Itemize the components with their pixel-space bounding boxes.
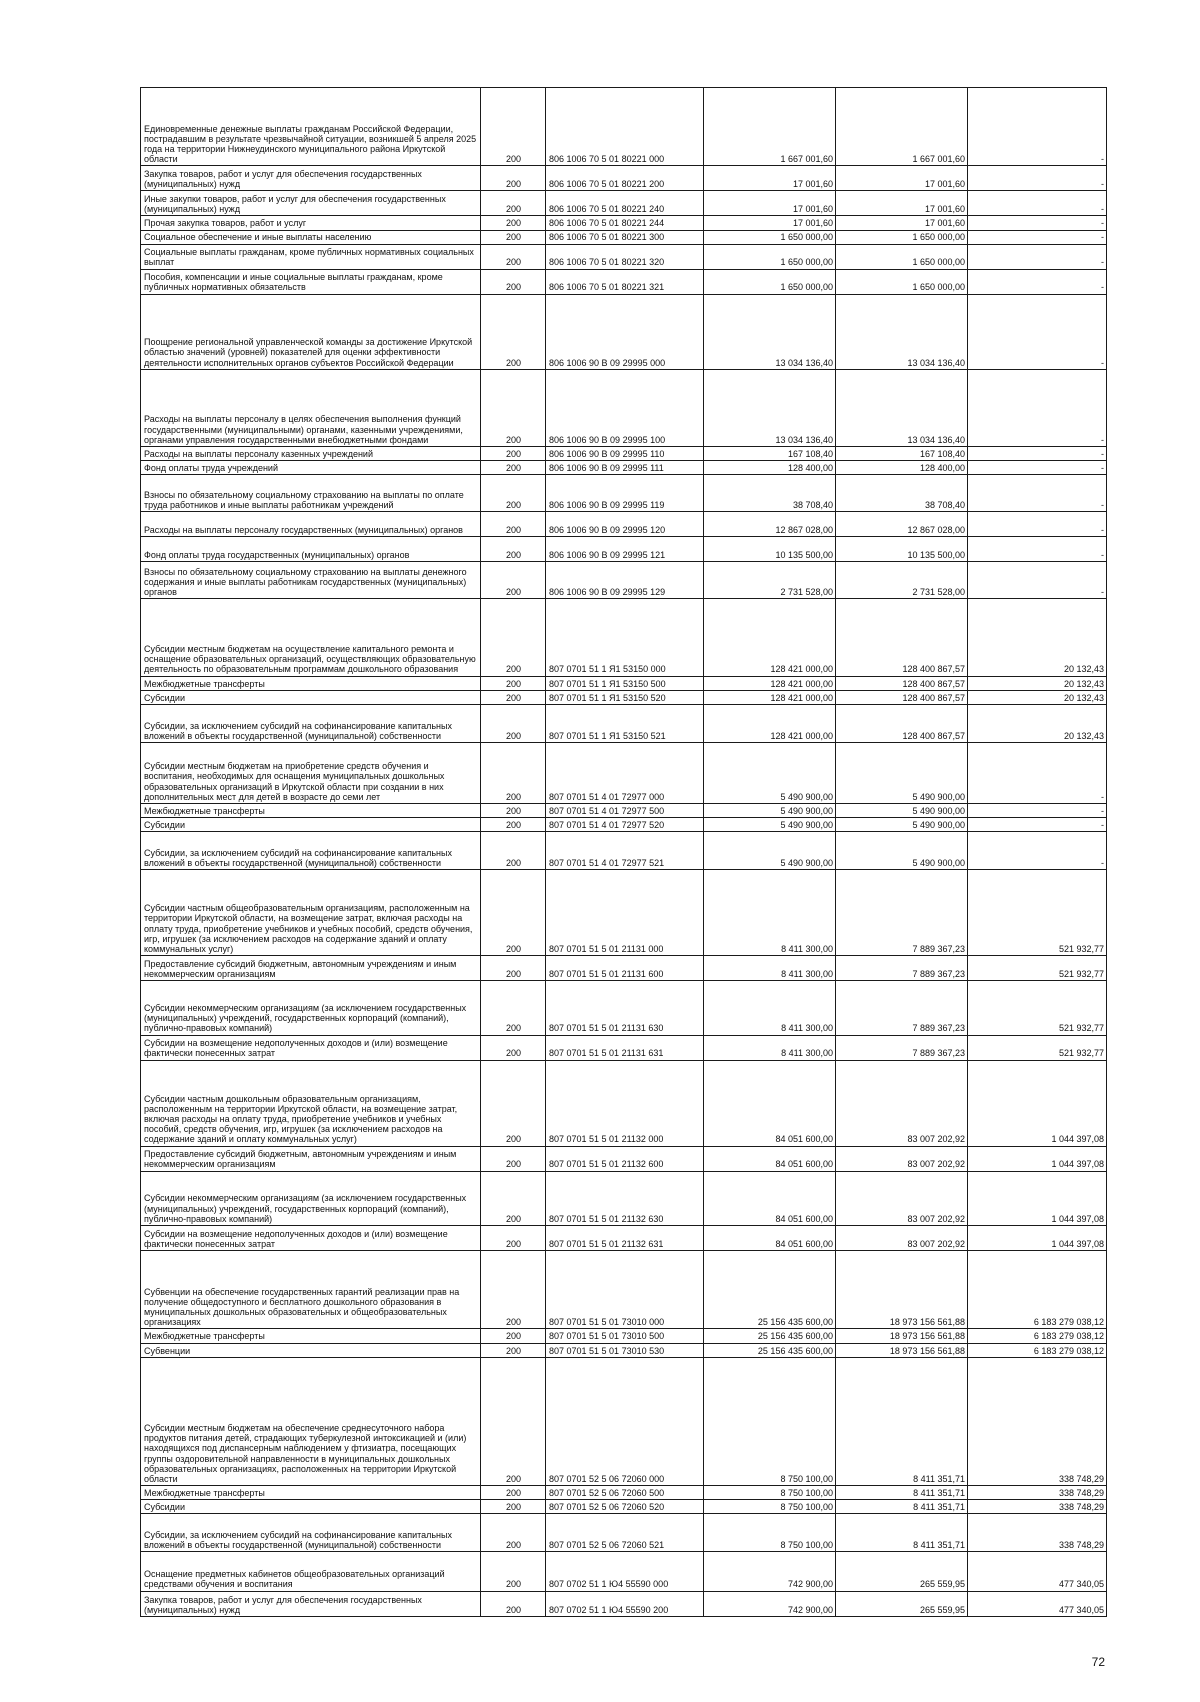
row-admin-code: 200 [481, 981, 546, 1035]
table-row [141, 244, 1107, 269]
row-executed-amount: 5 490 900,00 [836, 742, 968, 803]
row-budget-code: 806 1006 70 5 01 80221 321 [546, 269, 704, 294]
row-name: Фонд оплаты труда учреждений [141, 461, 481, 475]
row-admin-code: 200 [481, 294, 546, 369]
row-remaining-amount: 338 748,29 [968, 1357, 1107, 1485]
row-admin-code: 200 [481, 1146, 546, 1171]
row-remaining-amount: 521 932,77 [968, 870, 1107, 956]
row-name: Расходы на выплаты персоналу казенных учреждений [141, 447, 481, 461]
row-name: Закупка товаров, работ и услуг для обеспечения государственных (муниципальных) нужд [141, 166, 481, 191]
row-remaining-amount: - [968, 369, 1107, 446]
row-planned-amount: 128 421 000,00 [704, 599, 836, 676]
row-remaining-amount: 477 340,05 [968, 1552, 1107, 1591]
row-name: Межбюджетные трансферты [141, 1486, 481, 1500]
budget-table-container [140, 87, 1105, 1617]
row-name: Предоставление субсидий бюджетным, автономным учреждениям и иным некоммерческим организациям [141, 1146, 481, 1171]
row-name: Закупка товаров, работ и услуг для обеспечения государственных (муниципальных) нужд [141, 1591, 481, 1616]
row-planned-amount: 8 411 300,00 [704, 956, 836, 981]
row-executed-amount: 128 400 867,57 [836, 676, 968, 690]
row-admin-code: 200 [481, 1171, 546, 1225]
row-name: Субсидии на возмещение недополученных доходов и (или) возмещение фактически понесенных затрат [141, 1226, 481, 1251]
table-row [141, 1060, 1107, 1146]
row-remaining-amount: - [968, 537, 1107, 562]
row-executed-amount: 1 650 000,00 [836, 244, 968, 269]
row-budget-code: 806 1006 70 5 01 80221 000 [546, 88, 704, 166]
table-row [141, 216, 1107, 230]
row-name: Социальные выплаты гражданам, кроме публичных нормативных социальных выплат [141, 244, 481, 269]
row-budget-code: 807 0701 51 5 01 73010 500 [546, 1329, 704, 1343]
row-admin-code: 200 [481, 537, 546, 562]
row-budget-code: 806 1006 90 В 09 29995 100 [546, 369, 704, 446]
table-row [141, 870, 1107, 956]
row-admin-code: 200 [481, 269, 546, 294]
row-executed-amount: 8 411 351,71 [836, 1486, 968, 1500]
row-executed-amount: 38 708,40 [836, 475, 968, 512]
row-name: Поощрение региональной управленческой команды за достижение Иркутской областью значений (уровней) показателей для оценки эффективности деятельности исполнительных органов субъектов Российской Федерации [141, 294, 481, 369]
row-admin-code: 200 [481, 1357, 546, 1485]
row-admin-code: 200 [481, 1251, 546, 1329]
row-remaining-amount: - [968, 447, 1107, 461]
row-admin-code: 200 [481, 1552, 546, 1591]
table-row [141, 1591, 1107, 1616]
table-row [141, 230, 1107, 244]
row-admin-code: 200 [481, 447, 546, 461]
row-executed-amount: 83 007 202,92 [836, 1226, 968, 1251]
row-budget-code: 807 0701 51 5 01 21132 631 [546, 1226, 704, 1251]
table-row [141, 1514, 1107, 1552]
row-planned-amount: 742 900,00 [704, 1591, 836, 1616]
row-executed-amount: 128 400 867,57 [836, 599, 968, 676]
row-budget-code: 807 0701 51 1 Я1 53150 500 [546, 676, 704, 690]
row-remaining-amount: - [968, 475, 1107, 512]
row-planned-amount: 5 490 900,00 [704, 832, 836, 870]
row-planned-amount: 128 421 000,00 [704, 704, 836, 742]
row-budget-code: 807 0701 52 5 06 72060 500 [546, 1486, 704, 1500]
row-name: Межбюджетные трансферты [141, 803, 481, 817]
table-row [141, 818, 1107, 832]
row-budget-code: 807 0701 51 5 01 21131 000 [546, 870, 704, 956]
row-executed-amount: 8 411 351,71 [836, 1514, 968, 1552]
row-executed-amount: 7 889 367,23 [836, 870, 968, 956]
row-planned-amount: 1 650 000,00 [704, 230, 836, 244]
row-planned-amount: 25 156 435 600,00 [704, 1329, 836, 1343]
row-remaining-amount: 338 748,29 [968, 1514, 1107, 1552]
row-planned-amount: 25 156 435 600,00 [704, 1343, 836, 1357]
table-row [141, 562, 1107, 599]
table-row [141, 1500, 1107, 1514]
table-row [141, 803, 1107, 817]
row-executed-amount: 128 400 867,57 [836, 704, 968, 742]
row-name: Расходы на выплаты персоналу в целях обеспечения выполнения функций государственными (муниципальными) органами, казенными учреждениями, органами управления государственными внебюджетными фондами [141, 369, 481, 446]
row-executed-amount: 10 135 500,00 [836, 537, 968, 562]
row-budget-code: 807 0701 51 5 01 21132 000 [546, 1060, 704, 1146]
row-planned-amount: 1 650 000,00 [704, 244, 836, 269]
row-budget-code: 807 0701 52 5 06 72060 520 [546, 1500, 704, 1514]
row-remaining-amount: 477 340,05 [968, 1591, 1107, 1616]
row-name: Субсидии местным бюджетам на осуществление капитального ремонта и оснащение образовательных организаций, осуществляющих образовательную деятельность по образовательным программам дошкольного образования [141, 599, 481, 676]
row-admin-code: 200 [481, 244, 546, 269]
row-name: Расходы на выплаты персоналу государственных (муниципальных) органов [141, 512, 481, 537]
row-planned-amount: 8 750 100,00 [704, 1357, 836, 1485]
row-budget-code: 806 1006 70 5 01 80221 244 [546, 216, 704, 230]
table-row [141, 447, 1107, 461]
row-name: Субсидии [141, 690, 481, 704]
row-planned-amount: 1 667 001,60 [704, 88, 836, 166]
row-remaining-amount: 6 183 279 038,12 [968, 1329, 1107, 1343]
row-name: Субсидии частным общеобразовательным организациям, расположенным на территории Иркутской области, на возмещение затрат, включая расходы на оплату труда, приобретение учебников и учебных пособий, средств обучения, игр, игрушек (за исключением расходов на содержание зданий и оплату коммунальных услуг) [141, 870, 481, 956]
row-budget-code: 806 1006 70 5 01 80221 320 [546, 244, 704, 269]
table-row [141, 369, 1107, 446]
row-admin-code: 200 [481, 88, 546, 166]
row-budget-code: 807 0701 52 5 06 72060 521 [546, 1514, 704, 1552]
row-name: Социальное обеспечение и иные выплаты населению [141, 230, 481, 244]
row-budget-code: 806 1006 90 В 09 29995 111 [546, 461, 704, 475]
row-name: Субсидии некоммерческим организациям (за исключением государственных (муниципальных) учреждений, государственных корпораций (компаний), публично-правовых компаний) [141, 1171, 481, 1225]
row-name: Фонд оплаты труда государственных (муниципальных) органов [141, 537, 481, 562]
row-executed-amount: 128 400,00 [836, 461, 968, 475]
row-remaining-amount: 6 183 279 038,12 [968, 1251, 1107, 1329]
table-row [141, 690, 1107, 704]
row-admin-code: 200 [481, 1514, 546, 1552]
row-admin-code: 200 [481, 562, 546, 599]
row-name: Взносы по обязательному социальному страхованию на выплаты денежного содержания и иные выплаты работникам государственных (муниципальных) органов [141, 562, 481, 599]
table-row [141, 191, 1107, 216]
row-budget-code: 806 1006 90 В 09 29995 129 [546, 562, 704, 599]
row-budget-code: 806 1006 70 5 01 80221 300 [546, 230, 704, 244]
row-name: Пособия, компенсации и иные социальные выплаты гражданам, кроме публичных нормативных обязательств [141, 269, 481, 294]
table-row [141, 461, 1107, 475]
row-planned-amount: 8 750 100,00 [704, 1514, 836, 1552]
row-budget-code: 807 0701 51 5 01 21132 600 [546, 1146, 704, 1171]
table-row [141, 1035, 1107, 1060]
page-number: 72 [1091, 1655, 1105, 1669]
table-row [141, 1343, 1107, 1357]
row-executed-amount: 17 001,60 [836, 191, 968, 216]
row-planned-amount: 10 135 500,00 [704, 537, 836, 562]
row-name: Субсидии, за исключением субсидий на софинансирование капитальных вложений в объекты государственной (муниципальной) собственности [141, 704, 481, 742]
row-planned-amount: 13 034 136,40 [704, 369, 836, 446]
row-budget-code: 806 1006 90 В 09 29995 121 [546, 537, 704, 562]
row-admin-code: 200 [481, 461, 546, 475]
table-row [141, 1146, 1107, 1171]
row-name: Субвенции [141, 1343, 481, 1357]
row-planned-amount: 128 421 000,00 [704, 676, 836, 690]
row-name: Взносы по обязательному социальному страхованию на выплаты по оплате труда работников и иные выплаты работникам учреждений [141, 475, 481, 512]
table-row [141, 956, 1107, 981]
row-remaining-amount: 1 044 397,08 [968, 1171, 1107, 1225]
row-remaining-amount: - [968, 803, 1107, 817]
row-name: Субсидии местным бюджетам на обеспечение среднесуточного набора продуктов питания детей, страдающих туберкулезной интоксикацией и (или) находящихся под диспансерным наблюдением у фтизиатра, посещающих группы оздоровительной направленности в муниципальных дошкольных образовательных организациях, расположенных на территории Иркутской области [141, 1357, 481, 1485]
row-executed-amount: 83 007 202,92 [836, 1146, 968, 1171]
row-budget-code: 807 0701 51 4 01 72977 521 [546, 832, 704, 870]
row-admin-code: 200 [481, 803, 546, 817]
row-planned-amount: 13 034 136,40 [704, 294, 836, 369]
row-admin-code: 200 [481, 1343, 546, 1357]
row-remaining-amount: 20 132,43 [968, 690, 1107, 704]
row-admin-code: 200 [481, 1035, 546, 1060]
row-planned-amount: 25 156 435 600,00 [704, 1251, 836, 1329]
row-budget-code: 807 0701 51 4 01 72977 500 [546, 803, 704, 817]
row-admin-code: 200 [481, 1591, 546, 1616]
row-executed-amount: 17 001,60 [836, 166, 968, 191]
row-admin-code: 200 [481, 690, 546, 704]
table-row [141, 981, 1107, 1035]
row-budget-code: 807 0701 51 5 01 73010 530 [546, 1343, 704, 1357]
row-executed-amount: 1 650 000,00 [836, 269, 968, 294]
row-name: Субсидии на возмещение недополученных доходов и (или) возмещение фактически понесенных затрат [141, 1035, 481, 1060]
row-admin-code: 200 [481, 599, 546, 676]
row-planned-amount: 17 001,60 [704, 216, 836, 230]
table-row [141, 1552, 1107, 1591]
row-budget-code: 807 0701 51 5 01 21131 630 [546, 981, 704, 1035]
row-planned-amount: 8 411 300,00 [704, 870, 836, 956]
row-remaining-amount: - [968, 512, 1107, 537]
table-row [141, 269, 1107, 294]
row-name: Субсидии, за исключением субсидий на софинансирование капитальных вложений в объекты государственной (муниципальной) собственности [141, 832, 481, 870]
row-planned-amount: 128 400,00 [704, 461, 836, 475]
row-name: Межбюджетные трансферты [141, 1329, 481, 1343]
row-admin-code: 200 [481, 1486, 546, 1500]
row-executed-amount: 1 650 000,00 [836, 230, 968, 244]
row-budget-code: 806 1006 90 В 09 29995 000 [546, 294, 704, 369]
row-budget-code: 807 0701 51 1 Я1 53150 000 [546, 599, 704, 676]
row-admin-code: 200 [481, 369, 546, 446]
row-name: Субсидии некоммерческим организациям (за исключением государственных (муниципальных) учреждений, государственных корпораций (компаний), публично-правовых компаний) [141, 981, 481, 1035]
row-planned-amount: 12 867 028,00 [704, 512, 836, 537]
row-name: Субвенции на обеспечение государственных гарантий реализации прав на получение общедоступного и бесплатного дошкольного образования в муниципальных дошкольных образовательных и общеобразовательных организациях [141, 1251, 481, 1329]
row-budget-code: 807 0701 51 4 01 72977 520 [546, 818, 704, 832]
row-executed-amount: 18 973 156 561,88 [836, 1251, 968, 1329]
row-executed-amount: 7 889 367,23 [836, 981, 968, 1035]
row-remaining-amount: - [968, 818, 1107, 832]
row-budget-code: 807 0701 51 5 01 73010 000 [546, 1251, 704, 1329]
row-executed-amount: 83 007 202,92 [836, 1060, 968, 1146]
row-executed-amount: 5 490 900,00 [836, 803, 968, 817]
table-row [141, 166, 1107, 191]
table-row [141, 704, 1107, 742]
row-remaining-amount: - [968, 832, 1107, 870]
row-admin-code: 200 [481, 676, 546, 690]
row-planned-amount: 17 001,60 [704, 191, 836, 216]
table-row [141, 1357, 1107, 1485]
row-remaining-amount: 521 932,77 [968, 981, 1107, 1035]
row-budget-code: 807 0701 51 5 01 21131 631 [546, 1035, 704, 1060]
row-admin-code: 200 [481, 1329, 546, 1343]
row-remaining-amount: 1 044 397,08 [968, 1146, 1107, 1171]
row-executed-amount: 5 490 900,00 [836, 832, 968, 870]
row-remaining-amount: - [968, 461, 1107, 475]
row-planned-amount: 8 750 100,00 [704, 1500, 836, 1514]
table-row [141, 88, 1107, 166]
table-row [141, 475, 1107, 512]
row-budget-code: 807 0701 51 5 01 21132 630 [546, 1171, 704, 1225]
row-executed-amount: 167 108,40 [836, 447, 968, 461]
row-executed-amount: 83 007 202,92 [836, 1171, 968, 1225]
row-name: Субсидии [141, 818, 481, 832]
row-remaining-amount: - [968, 742, 1107, 803]
row-budget-code: 807 0701 51 1 Я1 53150 521 [546, 704, 704, 742]
row-admin-code: 200 [481, 230, 546, 244]
row-executed-amount: 8 411 351,71 [836, 1500, 968, 1514]
row-planned-amount: 84 051 600,00 [704, 1060, 836, 1146]
row-planned-amount: 84 051 600,00 [704, 1146, 836, 1171]
row-remaining-amount: - [968, 88, 1107, 166]
row-planned-amount: 17 001,60 [704, 166, 836, 191]
table-row [141, 1171, 1107, 1225]
row-budget-code: 806 1006 90 В 09 29995 119 [546, 475, 704, 512]
row-name: Субсидии [141, 1500, 481, 1514]
row-budget-code: 806 1006 90 В 09 29995 120 [546, 512, 704, 537]
table-row [141, 1486, 1107, 1500]
row-budget-code: 806 1006 70 5 01 80221 200 [546, 166, 704, 191]
row-admin-code: 200 [481, 704, 546, 742]
row-remaining-amount: - [968, 562, 1107, 599]
row-admin-code: 200 [481, 870, 546, 956]
row-executed-amount: 17 001,60 [836, 216, 968, 230]
row-name: Субсидии, за исключением субсидий на софинансирование капитальных вложений в объекты государственной (муниципальной) собственности [141, 1514, 481, 1552]
row-planned-amount: 84 051 600,00 [704, 1226, 836, 1251]
row-budget-code: 806 1006 90 В 09 29995 110 [546, 447, 704, 461]
row-planned-amount: 8 411 300,00 [704, 1035, 836, 1060]
row-executed-amount: 13 034 136,40 [836, 369, 968, 446]
row-budget-code: 807 0702 51 1 Ю4 55590 200 [546, 1591, 704, 1616]
row-executed-amount: 1 667 001,60 [836, 88, 968, 166]
row-planned-amount: 5 490 900,00 [704, 818, 836, 832]
row-planned-amount: 5 490 900,00 [704, 803, 836, 817]
row-planned-amount: 8 750 100,00 [704, 1486, 836, 1500]
row-remaining-amount: - [968, 244, 1107, 269]
row-budget-code: 807 0701 51 1 Я1 53150 520 [546, 690, 704, 704]
row-admin-code: 200 [481, 1500, 546, 1514]
table-row [141, 1329, 1107, 1343]
row-planned-amount: 128 421 000,00 [704, 690, 836, 704]
row-admin-code: 200 [481, 475, 546, 512]
row-budget-code: 807 0701 51 5 01 21131 600 [546, 956, 704, 981]
row-remaining-amount: - [968, 294, 1107, 369]
row-executed-amount: 7 889 367,23 [836, 1035, 968, 1060]
row-executed-amount: 265 559,95 [836, 1552, 968, 1591]
table-row [141, 1251, 1107, 1329]
row-executed-amount: 8 411 351,71 [836, 1357, 968, 1485]
row-name: Субсидии местным бюджетам на приобретение средств обучения и воспитания, необходимых для оснащения муниципальных дошкольных образовательных организаций в Иркутской области при создании в них дополнительных мест для детей в возрасте до семи лет [141, 742, 481, 803]
row-remaining-amount: 20 132,43 [968, 599, 1107, 676]
row-budget-code: 807 0701 51 4 01 72977 000 [546, 742, 704, 803]
row-remaining-amount: 338 748,29 [968, 1486, 1107, 1500]
row-name: Оснащение предметных кабинетов общеобразовательных организаций средствами обучения и воспитания [141, 1552, 481, 1591]
row-remaining-amount: 1 044 397,08 [968, 1226, 1107, 1251]
row-executed-amount: 13 034 136,40 [836, 294, 968, 369]
row-executed-amount: 265 559,95 [836, 1591, 968, 1616]
row-planned-amount: 167 108,40 [704, 447, 836, 461]
row-remaining-amount: 521 932,77 [968, 1035, 1107, 1060]
budget-execution-table [140, 87, 1107, 1617]
row-remaining-amount: 338 748,29 [968, 1500, 1107, 1514]
row-admin-code: 200 [481, 832, 546, 870]
row-planned-amount: 1 650 000,00 [704, 269, 836, 294]
row-admin-code: 200 [481, 742, 546, 803]
table-row [141, 599, 1107, 676]
row-remaining-amount: 521 932,77 [968, 956, 1107, 981]
row-remaining-amount: 6 183 279 038,12 [968, 1343, 1107, 1357]
row-executed-amount: 12 867 028,00 [836, 512, 968, 537]
row-executed-amount: 7 889 367,23 [836, 956, 968, 981]
row-admin-code: 200 [481, 166, 546, 191]
table-row [141, 742, 1107, 803]
row-planned-amount: 2 731 528,00 [704, 562, 836, 599]
table-row [141, 676, 1107, 690]
row-remaining-amount: 20 132,43 [968, 676, 1107, 690]
row-executed-amount: 18 973 156 561,88 [836, 1343, 968, 1357]
row-remaining-amount: - [968, 191, 1107, 216]
row-name: Иные закупки товаров, работ и услуг для обеспечения государственных (муниципальных) нужд [141, 191, 481, 216]
row-admin-code: 200 [481, 956, 546, 981]
row-remaining-amount: - [968, 269, 1107, 294]
row-executed-amount: 2 731 528,00 [836, 562, 968, 599]
row-remaining-amount: 20 132,43 [968, 704, 1107, 742]
row-admin-code: 200 [481, 818, 546, 832]
table-row [141, 294, 1107, 369]
table-row [141, 512, 1107, 537]
row-name: Предоставление субсидий бюджетным, автономным учреждениям и иным некоммерческим организациям [141, 956, 481, 981]
row-admin-code: 200 [481, 216, 546, 230]
row-remaining-amount: - [968, 166, 1107, 191]
row-budget-code: 806 1006 70 5 01 80221 240 [546, 191, 704, 216]
row-executed-amount: 18 973 156 561,88 [836, 1329, 968, 1343]
row-name: Единовременные денежные выплаты гражданам Российской Федерации, пострадавшим в результате чрезвычайной ситуации, возникшей 5 апреля 2025 года на территории Нижнеудинского муниципального района Иркутской области [141, 88, 481, 166]
row-budget-code: 807 0702 51 1 Ю4 55590 000 [546, 1552, 704, 1591]
row-admin-code: 200 [481, 1060, 546, 1146]
row-planned-amount: 8 411 300,00 [704, 981, 836, 1035]
row-budget-code: 807 0701 52 5 06 72060 000 [546, 1357, 704, 1485]
row-admin-code: 200 [481, 512, 546, 537]
row-name: Межбюджетные трансферты [141, 676, 481, 690]
table-row [141, 537, 1107, 562]
row-planned-amount: 84 051 600,00 [704, 1171, 836, 1225]
row-admin-code: 200 [481, 1226, 546, 1251]
table-row [141, 1226, 1107, 1251]
row-remaining-amount: - [968, 230, 1107, 244]
row-planned-amount: 38 708,40 [704, 475, 836, 512]
table-row [141, 832, 1107, 870]
row-executed-amount: 5 490 900,00 [836, 818, 968, 832]
row-planned-amount: 5 490 900,00 [704, 742, 836, 803]
row-executed-amount: 128 400 867,57 [836, 690, 968, 704]
row-name: Прочая закупка товаров, работ и услуг [141, 216, 481, 230]
row-remaining-amount: 1 044 397,08 [968, 1060, 1107, 1146]
row-remaining-amount: - [968, 216, 1107, 230]
row-planned-amount: 742 900,00 [704, 1552, 836, 1591]
row-admin-code: 200 [481, 191, 546, 216]
table-body [141, 88, 1107, 1617]
row-name: Субсидии частным дошкольным образовательным организациям, расположенным на территории Иркутской области, на возмещение затрат, включая расходы на оплату труда, приобретение учебников и учебных пособий, средств обучения, игр, игрушек (за исключением расходов на содержание зданий и оплату коммунальных услуг) [141, 1060, 481, 1146]
